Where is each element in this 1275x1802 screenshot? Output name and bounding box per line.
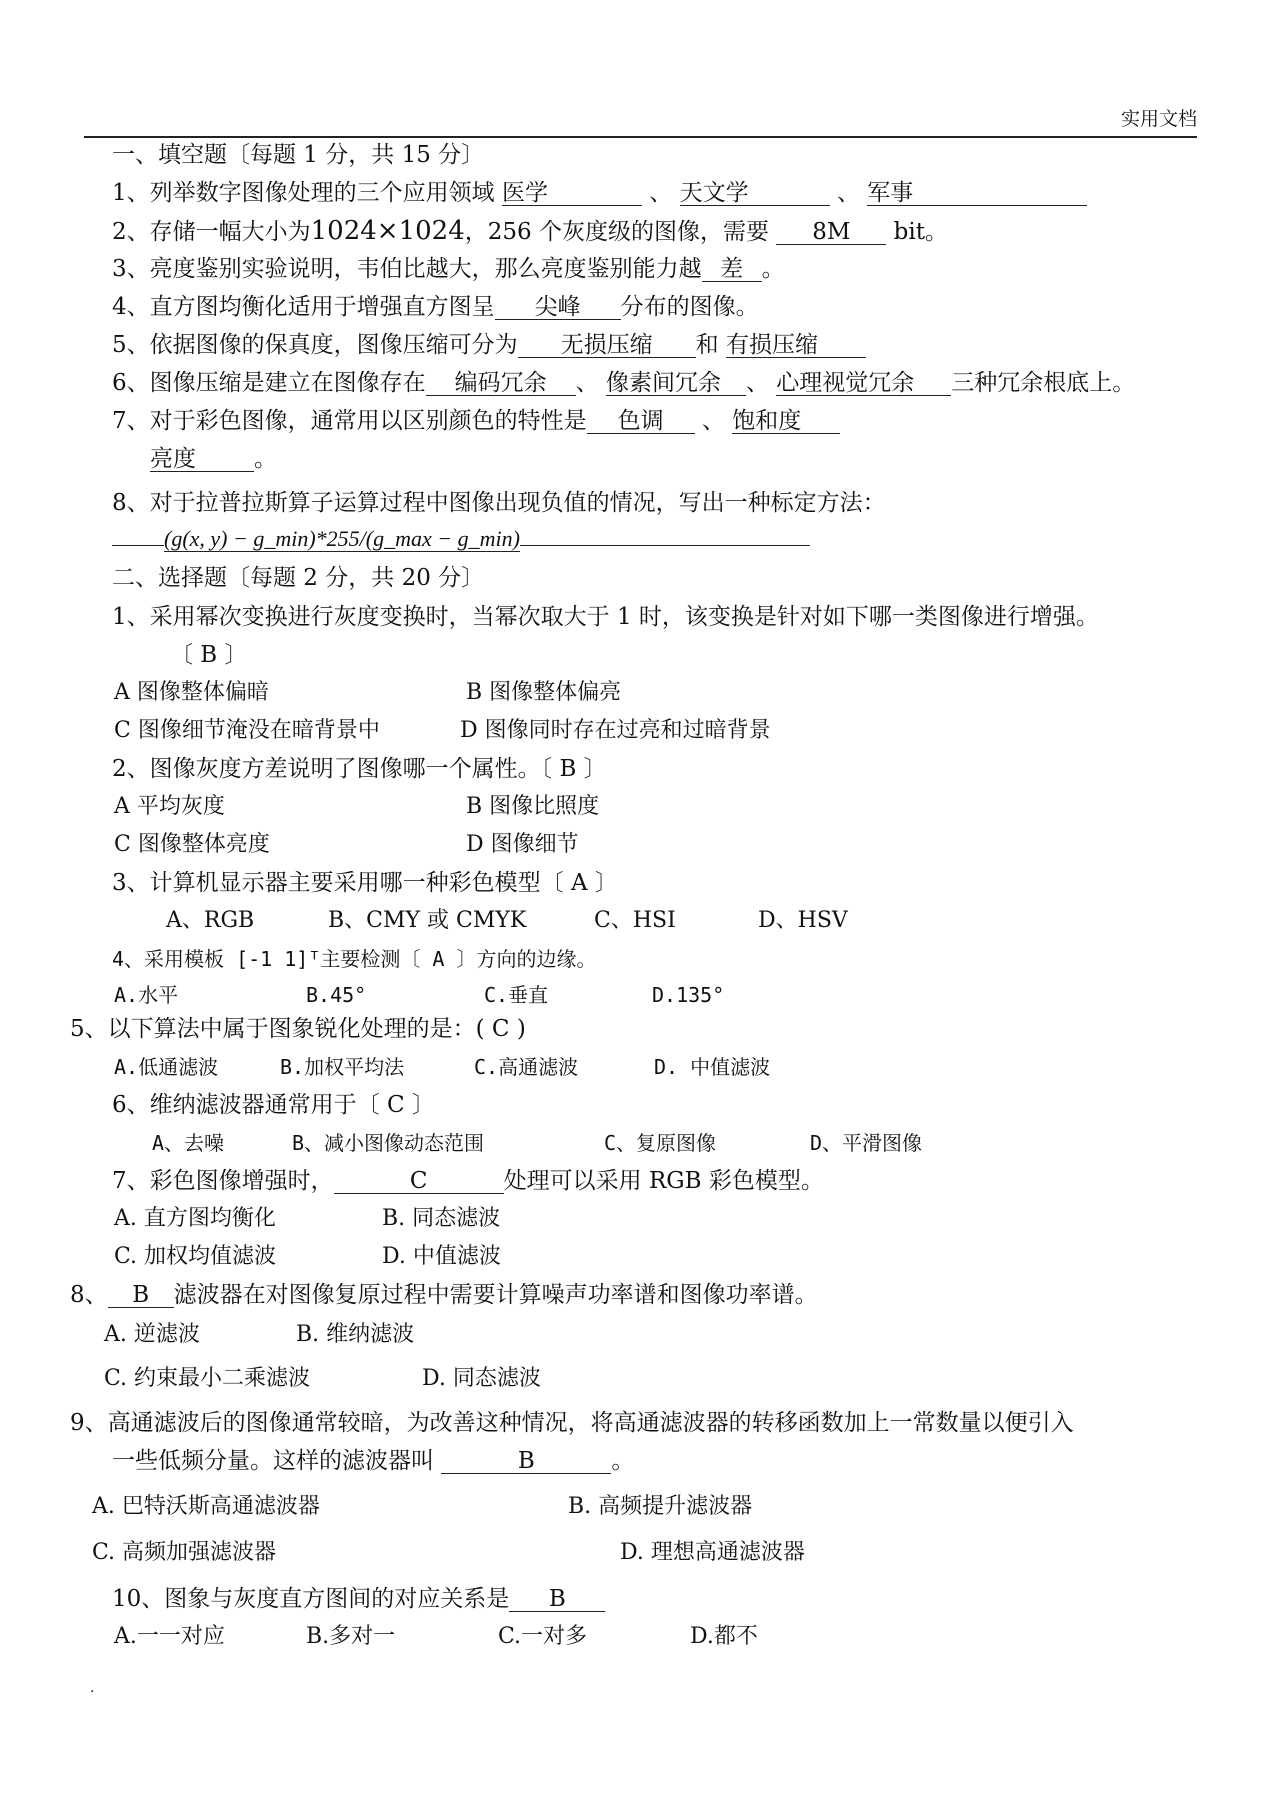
s2-q3: 3、计算机显示器主要采用哪一种彩色模型〔 A 〕 [112, 870, 618, 896]
s1-q7-answer3: 亮度 [150, 447, 254, 472]
s2-q7: 7、彩色图像增强时， C 处理可以采用 RGB 彩色模型。 [112, 1168, 824, 1194]
s1-q2: 2、存储一幅大小为1024×1024，256 个灰度级的图像，需要 8M bit。 [112, 216, 948, 246]
s2-q10-option-c: C.一对多 [498, 1624, 588, 1649]
s2-q9-option-a: A. 巴特沃斯高通滤波器 [92, 1494, 320, 1519]
s1-q5: 5、依据图像的保真度，图像压缩可分为 无损压缩 和 有损压缩 [112, 330, 866, 360]
s1-q7: 7、对于彩色图像，通常用以区别颜色的特性是 色调 、 饱和度 [112, 406, 840, 436]
s2-q10-option-d: D.都不 [690, 1624, 758, 1649]
s2-q8: 8、 B 滤波器在对图像复原过程中需要计算噪声功率谱和图像功率谱。 [70, 1282, 818, 1308]
s2-q9-option-b: B. 高频提升滤波器 [568, 1494, 753, 1519]
s1-q8: 8、对于拉普拉斯算子运算过程中图像出现负值的情况，写出一种标定方法： [112, 490, 886, 516]
header-rule [84, 136, 1197, 138]
s2-q5-option-d: D. 中值滤波 [654, 1055, 771, 1079]
s1-q2-answer: 8M [776, 220, 886, 245]
s2-q3-option-b: B、CMY 或 CMYK [328, 908, 527, 933]
s2-q6-option-c: C、复原图像 [604, 1131, 717, 1155]
s2-q1: 1、采用幂次变换进行灰度变换时，当幂次取大于 1 时，该变换是针对如下哪一类图像进行增强。 [112, 604, 1099, 630]
s2-q2-option-b: B 图像比照度 [466, 794, 600, 819]
s1-q7-answer1: 色调 [587, 409, 695, 434]
s2-q4-option-c: C.垂直 [484, 983, 549, 1007]
s1-q1-answer3: 军事 [867, 181, 1087, 206]
s1-q3-answer: 差 [702, 257, 762, 282]
s1-q1-answer2: 天文学 [680, 181, 830, 206]
s1-q8-answer-line [112, 524, 810, 554]
s2-q9: 9、高通滤波后的图像通常较暗，为改善这种情况，将高通滤波器的转移函数加上一常数量以便引入 [70, 1410, 1074, 1436]
s2-q1-answer: 〔 B 〕 [170, 642, 248, 668]
s2-q1-option-c: C 图像细节淹没在暗背景中 [114, 718, 380, 743]
s2-q10-option-a: A.一一对应 [114, 1624, 225, 1649]
s2-q6-option-a: A、去噪 [152, 1131, 225, 1155]
s2-q8-answer: B [108, 1283, 174, 1308]
page-header-label: 实用文档 [1120, 108, 1197, 130]
s2-q9-option-d: D. 理想高通滤波器 [620, 1540, 805, 1565]
s2-q6-option-b: B、减小图像动态范围 [292, 1131, 485, 1155]
s2-q7-option-c: C. 加权均值滤波 [114, 1244, 277, 1269]
s2-q7-option-a: A. 直方图均衡化 [114, 1206, 276, 1231]
s2-q8-option-d: D. 同态滤波 [422, 1366, 541, 1391]
s2-q6-option-d: D、平滑图像 [810, 1131, 923, 1155]
s2-q2-option-d: D 图像细节 [466, 832, 579, 857]
s2-q8-option-a: A. 逆滤波 [104, 1322, 200, 1347]
s1-q5-answer1: 无损压缩 [518, 333, 696, 358]
s2-q3-option-a: A、RGB [166, 908, 255, 933]
s2-q4-option-d: D.135° [652, 983, 725, 1007]
s2-q2-option-a: A 平均灰度 [114, 794, 225, 819]
s1-q7-answer2: 饱和度 [732, 409, 840, 434]
s2-q4-option-b: B.45° [306, 983, 367, 1007]
s2-q3-option-c: C、HSI [594, 908, 676, 933]
s1-q4-answer: 尖峰 [495, 295, 621, 320]
section2-title: 二、选择题〔每题 2 分，共 20 分〕 [112, 565, 485, 591]
s1-q3: 3、亮度鉴别实验说明，韦伯比越大，那么亮度鉴别能力越 差 。 [112, 256, 785, 282]
s2-q10: 10、图象与灰度直方图间的对应关系是 B [112, 1584, 605, 1614]
s1-q7-cont: 亮度 。 [150, 446, 277, 472]
s1-q4: 4、直方图均衡化适用于增强直方图呈 尖峰 分布的图像。 [112, 294, 759, 320]
s1-q8-formula: (g(x, y) − g_min)*255/(g_max − g_min) [164, 526, 520, 551]
s2-q10-option-b: B.多对一 [306, 1624, 396, 1649]
s1-q6-answer1: 编码冗余 [426, 371, 576, 396]
s2-q3-option-d: D、HSV [758, 908, 848, 933]
s2-q2: 2、图像灰度方差说明了图像哪一个属性。〔 B 〕 [112, 756, 607, 782]
s2-q4: 4、采用模板 [-1 1]ᵀ主要检测〔 A 〕方向的边缘。 [112, 947, 597, 971]
s2-q5-option-b: B.加权平均法 [280, 1055, 405, 1079]
s2-q7-option-d: D. 中值滤波 [382, 1244, 501, 1269]
s2-q9-answer: B [441, 1449, 611, 1474]
s1-q6-answer2: 像素间冗余 [606, 371, 746, 396]
s2-q10-answer: B [509, 1587, 605, 1612]
s2-q8-option-b: B. 维纳滤波 [296, 1322, 415, 1347]
s2-q5-option-a: A.低通滤波 [114, 1055, 219, 1079]
s2-q1-option-b: B 图像整体偏亮 [466, 680, 622, 705]
s1-q1: 1、列举数字图像处理的三个应用领域 医学 、 天文学 、 军事 [112, 178, 1087, 208]
s2-q8-option-c: C. 约束最小二乘滤波 [104, 1366, 311, 1391]
s1-q1-answer1: 医学 [502, 181, 642, 206]
s2-q9-cont: 一些低频分量。这样的滤波器叫 B 。 [112, 1448, 635, 1474]
section1-title: 一、填空题〔每题 1 分，共 15 分〕 [112, 142, 485, 168]
s1-q6-answer3: 心理视觉冗余 [776, 371, 951, 396]
s1-q5-answer2: 有损压缩 [726, 333, 866, 358]
s2-q7-answer: C [334, 1169, 504, 1194]
s2-q5: 5、以下算法中属于图象锐化处理的是：( C ) [70, 1016, 526, 1042]
footer-dot: . [90, 1680, 95, 1696]
s2-q7-option-b: B. 同态滤波 [382, 1206, 501, 1231]
s2-q1-option-a: A 图像整体偏暗 [114, 680, 269, 705]
s2-q5-option-c: C.高通滤波 [474, 1055, 579, 1079]
s1-q6: 6、图像压缩是建立在图像存在 编码冗余 、 像素间冗余 、 心理视觉冗余 三种冗余根底上。 [112, 370, 1136, 396]
s2-q2-option-c: C 图像整体亮度 [114, 832, 270, 857]
s2-q6: 6、维纳滤波器通常用于〔 C 〕 [112, 1092, 435, 1118]
s2-q1-option-d: D 图像同时存在过亮和过暗背景 [460, 718, 771, 743]
s2-q9-option-c: C. 高频加强滤波器 [92, 1540, 277, 1565]
s2-q4-option-a: A.水平 [114, 983, 179, 1007]
